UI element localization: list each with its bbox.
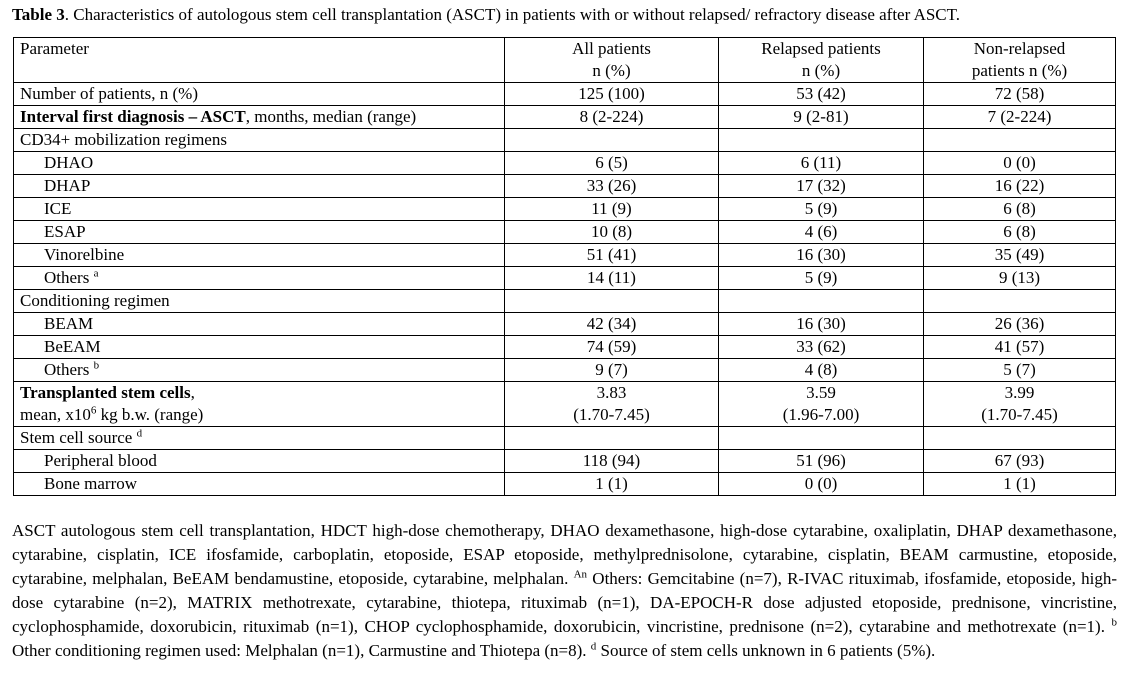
cell-all: 118 (94) bbox=[505, 450, 719, 473]
cell-relapsed: 51 (96) bbox=[719, 450, 924, 473]
row-label: Number of patients, n (%) bbox=[14, 83, 505, 106]
cell-non-relapsed: 3.99 (1.70-7.45) bbox=[924, 382, 1116, 427]
table-header-row bbox=[14, 38, 1116, 83]
section-row bbox=[14, 129, 1116, 152]
row-label: ICE bbox=[14, 198, 505, 221]
row-label: Peripheral blood bbox=[14, 450, 505, 473]
table-label: Table 3 bbox=[12, 5, 65, 24]
table-row bbox=[14, 152, 1116, 175]
cell-non-relapsed: 67 (93) bbox=[924, 450, 1116, 473]
cell-all: 3.83 (1.70-7.45) bbox=[505, 382, 719, 427]
footnote-marker: d bbox=[136, 427, 143, 440]
cell-non-relapsed: 5 (7) bbox=[924, 359, 1116, 382]
section-label: CD34+ mobilization regimens bbox=[14, 129, 505, 152]
cell-relapsed: 0 (0) bbox=[719, 473, 924, 496]
cell-relapsed: 4 (6) bbox=[719, 221, 924, 244]
table-row bbox=[14, 450, 1116, 473]
section-row bbox=[14, 427, 1116, 450]
table-row bbox=[14, 244, 1116, 267]
row-label: Vinorelbine bbox=[14, 244, 505, 267]
row-label: Others $^a$ bbox=[14, 267, 505, 290]
cell-all: 8 (2-224) bbox=[505, 106, 719, 129]
row-label: Others $^b$ bbox=[14, 359, 505, 382]
table-row bbox=[14, 336, 1116, 359]
cell-non-relapsed: 35 (49) bbox=[924, 244, 1116, 267]
cell-relapsed: 53 (42) bbox=[719, 83, 924, 106]
cell-all: 125 (100) bbox=[505, 83, 719, 106]
cell-non-relapsed: 6 (8) bbox=[924, 221, 1116, 244]
row-label: Interval first diagnosis – ASCT, months, median (range) bbox=[14, 106, 505, 129]
cell-non-relapsed: 6 (8) bbox=[924, 198, 1116, 221]
row-label: BeEAM bbox=[14, 336, 505, 359]
section-label: Conditioning regimen bbox=[14, 290, 505, 313]
cell-all: 51 (41) bbox=[505, 244, 719, 267]
table-caption bbox=[12, 4, 1122, 26]
table-row bbox=[14, 221, 1116, 244]
section-row bbox=[14, 290, 1116, 313]
table-row bbox=[14, 382, 1116, 427]
cell-non-relapsed: 26 (36) bbox=[924, 313, 1116, 336]
cell-relapsed: 5 (9) bbox=[719, 267, 924, 290]
cell-all: 10 (8) bbox=[505, 221, 719, 244]
footnote-marker: b bbox=[93, 359, 100, 372]
row-label: Bone marrow bbox=[14, 473, 505, 496]
header-parameter: Parameter bbox=[14, 38, 505, 83]
cell-non-relapsed: 1 (1) bbox=[924, 473, 1116, 496]
cell-all: 74 (59) bbox=[505, 336, 719, 359]
header-all-patients: All patients n (%) bbox=[505, 38, 719, 83]
row-label: ESAP bbox=[14, 221, 505, 244]
table-row bbox=[14, 359, 1116, 382]
footnote-marker: b bbox=[1111, 616, 1117, 629]
row-label: Transplanted stem cells, mean, $x10^6$ kg b.w. (range) bbox=[14, 382, 505, 427]
cell-all: 6 (5) bbox=[505, 152, 719, 175]
cell-relapsed: 16 (30) bbox=[719, 313, 924, 336]
cell-all: 11 (9) bbox=[505, 198, 719, 221]
table-caption-text: . Characteristics of autologous stem cell transplantation (ASCT) in patients with or without relapsed/ refractory disease after ASCT. bbox=[64, 5, 961, 24]
cell-relapsed: 5 (9) bbox=[719, 198, 924, 221]
row-label: DHAO bbox=[14, 152, 505, 175]
table-row bbox=[14, 83, 1116, 106]
cell-all: 42 (34) bbox=[505, 313, 719, 336]
cell-non-relapsed: 72 (58) bbox=[924, 83, 1116, 106]
table-row bbox=[14, 473, 1116, 496]
table-row bbox=[14, 175, 1116, 198]
header-non-relapsed-patients: Non-relapsed patients n (%) bbox=[924, 38, 1116, 83]
row-label: BEAM bbox=[14, 313, 505, 336]
footnote-marker: a bbox=[93, 267, 99, 280]
cell-non-relapsed: 16 (22) bbox=[924, 175, 1116, 198]
footnote-marker: An bbox=[573, 568, 588, 581]
section-label: Stem cell source $^d$ bbox=[14, 427, 505, 450]
cell-all: 33 (26) bbox=[505, 175, 719, 198]
header-relapsed-patients: Relapsed patients n (%) bbox=[719, 38, 924, 83]
table-row bbox=[14, 106, 1116, 129]
table-row bbox=[14, 313, 1116, 336]
table-row bbox=[14, 198, 1116, 221]
cell-all: 14 (11) bbox=[505, 267, 719, 290]
cell-all: 1 (1) bbox=[505, 473, 719, 496]
row-label: DHAP bbox=[14, 175, 505, 198]
characteristics-table bbox=[13, 37, 1116, 496]
cell-relapsed: 33 (62) bbox=[719, 336, 924, 359]
cell-relapsed: 9 (2-81) bbox=[719, 106, 924, 129]
cell-non-relapsed: 9 (13) bbox=[924, 267, 1116, 290]
cell-relapsed: 3.59 (1.96-7.00) bbox=[719, 382, 924, 427]
cell-relapsed: 17 (32) bbox=[719, 175, 924, 198]
cell-non-relapsed: 41 (57) bbox=[924, 336, 1116, 359]
cell-non-relapsed: 7 (2-224) bbox=[924, 106, 1116, 129]
cell-relapsed: 16 (30) bbox=[719, 244, 924, 267]
footnote-marker: d bbox=[590, 640, 597, 653]
cell-relapsed: 4 (8) bbox=[719, 359, 924, 382]
cell-non-relapsed: 0 (0) bbox=[924, 152, 1116, 175]
table-footnote: ASCT autologous stem cell transplantation, HDCT high-dose chemotherapy, DHAO dexamethasone, high-dose cytarabine, oxaliplatin, DHAP dexamethasone, cytarabine, cisplatin, ICE ifosfamide, carboplatin, etoposide, ESAP etoposide, methylprednisolone, cytarabine, cisplatin, BEAM carmustine, etoposide, cytarabine, melphalan, BeEAM bendamustine, etoposide, cytarabine, melphalan. $^{An}$ Others: Gemcitabine (n=7), R-IVAC rituximab, ifosfamide, etoposide, high-dose cytarabine (n=2), MATRIX methotrexate, cytarabine, thiotepa, rituximab (n=1), DA-EPOCH-R dose adjusted etoposide, prednisone, vincristine, cyclophosphamide, doxorubicin, rituximab (n=1), CHOP cyclophosphamide, doxorubicin, vincristine, prednisone (n=2), cytarabine and methotrexate (n=1). $^b$ Other conditioning regimen used: Melphalan (n=1), Carmustine and Thiotepa (n=8). $^d$ Source of stem cells unknown in 6 patients (5%). bbox=[12, 521, 1117, 660]
table-row bbox=[14, 267, 1116, 290]
cell-all: 9 (7) bbox=[505, 359, 719, 382]
cell-relapsed: 6 (11) bbox=[719, 152, 924, 175]
